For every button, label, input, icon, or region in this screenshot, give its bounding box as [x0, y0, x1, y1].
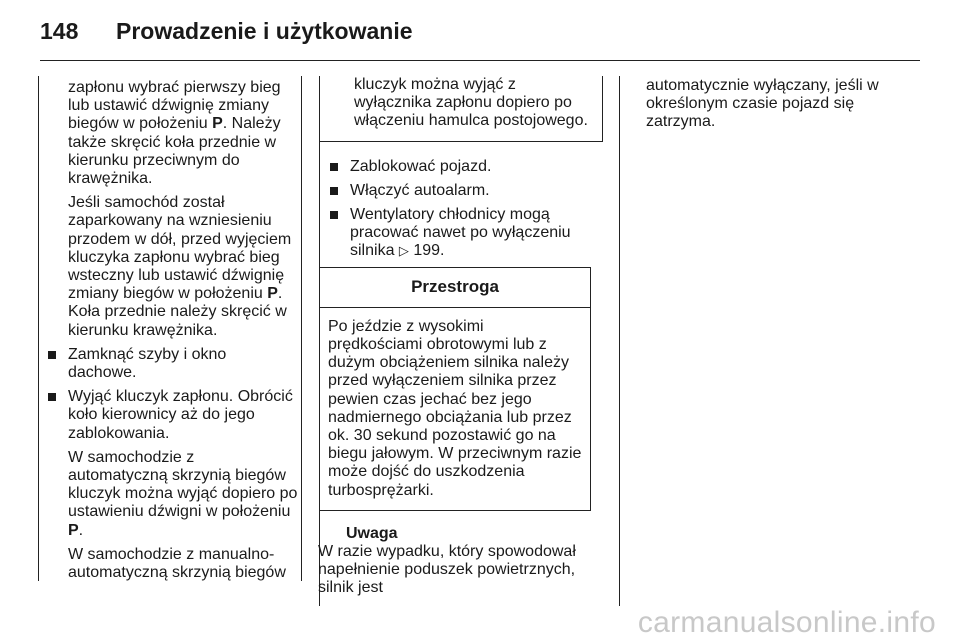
text-column-3 — [646, 77, 906, 138]
note-text: kluczyk można wyjąć z wyłącznika zapłonu dopiero po włączeniu hamulca postojowego. — [354, 76, 588, 130]
warning-title: Przestroga — [320, 268, 590, 308]
continued-note-box — [319, 76, 603, 142]
note-body: W razie wypadku, który spowodował napełnienie poduszek powietrznych, silnik jest — [318, 543, 576, 597]
list-item: Wyjąć kluczyk zapłonu. Obrócić koło kierownicy aż do jego zablokowania. — [46, 388, 298, 443]
warning-body: Po jeździe z wysokimi prędkościami obrotowymi lub z dużym obciążeniem silnika należy przed wyłączeniem silnika przez pewien czas jechać bez jego nadmiernego obciążania lub przez ok. 30 sekund pozostawić go na biegu jałowym. W przeciwnym razie może dojść do uszkodzenia turbosprężarki. — [328, 317, 582, 499]
page-header — [40, 18, 413, 45]
paragraph: Jeśli samochód został zaparkowany na wzniesieniu przodem w dół, przed wyjęciem kluczyka zapłonu wybrać bieg wsteczny lub ustawić dźwignię zmiany biegów w położeniu P. Koła przednie należy skręcić w kierunku krawężnika. — [68, 194, 292, 339]
page-number: 148 — [40, 18, 79, 44]
page-title: Prowadzenie i użytkowanie — [116, 18, 413, 44]
note-title: Uwaga — [346, 524, 398, 542]
paragraph: W samochodzie z manualno-automatyczną skrzynią biegów — [68, 545, 286, 582]
page-reference-link[interactable]: 199. — [413, 242, 445, 260]
warning-box — [319, 267, 591, 511]
column-rule-right — [619, 76, 620, 606]
paragraph: W samochodzie z automatyczną skrzynią biegów kluczyk można wyjąć dopiero po ustawieniu dźwigni w położeniu P. — [68, 448, 298, 539]
bullet-square-icon — [48, 351, 56, 359]
bullet-square-icon — [48, 393, 56, 401]
column-rule-left — [38, 76, 39, 581]
paragraph: zapłonu wybrać pierwszy bieg lub ustawić dźwignię zmiany biegów w położeniu P. Należy także skręcić koła przednie w kierunku przeciwnym do krawężnika. — [68, 79, 281, 188]
header-rule — [40, 60, 920, 61]
list-item: Zamknąć szyby i okno dachowe. — [46, 346, 298, 382]
list-item: Zablokować pojazd. — [328, 158, 600, 176]
column-rule-left-inner — [301, 76, 302, 581]
text-column-1 — [46, 79, 298, 588]
paragraph: automatycznie wyłączany, jeśli w określonym czasie pojazd się zatrzyma. — [646, 77, 879, 131]
text-column-2 — [318, 76, 600, 598]
bullet-square-icon — [330, 163, 338, 171]
list-item: Wentylatory chłodnicy mogą pracować nawet po wyłączeniu silnika ▷ 199. — [328, 206, 600, 261]
page-reference-arrow-icon: ▷ — [398, 243, 409, 259]
bullet-square-icon — [330, 211, 338, 219]
list-item: Włączyć autoalarm. — [328, 182, 600, 200]
watermark: carmanualsonline.info — [637, 606, 936, 639]
bullet-square-icon — [330, 187, 338, 195]
